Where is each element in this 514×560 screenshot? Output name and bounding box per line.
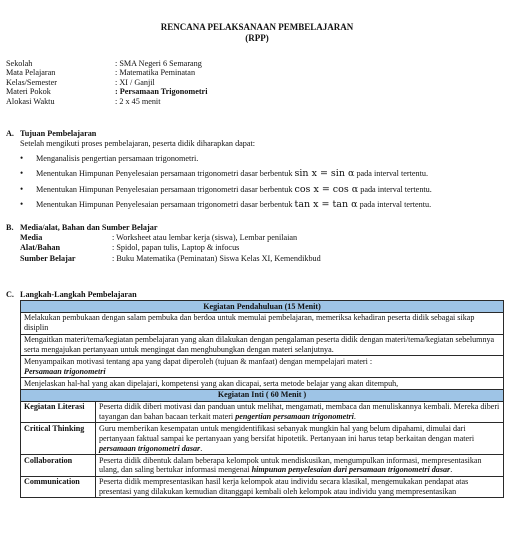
info-row bbox=[6, 59, 207, 68]
equation: cos x = cos α bbox=[294, 184, 359, 195]
step-text: Menjelaskan hal-hal yang akan dipelajari, kompetensi yang akan dicapai, serta metode belajar yang akan ditempuh, bbox=[24, 378, 399, 388]
step-text: Mengaitkan materi/tema/kegiatan pembelajaran yang akan dilakukan dengan pengalaman peserta didik dengan materi/tema/kegiatan sebelumnya serta mengajukan pertanyaan untuk mengingat dan menghubungkan dengan materi selanjutnya. bbox=[24, 335, 495, 354]
table-row bbox=[21, 476, 504, 498]
objective-item bbox=[20, 184, 432, 196]
phase-text: Guru memberikan kesempatan untuk mengidentifikasi sebanyak mungkin hal yang belum dipahami, dimulai dari pertanyaan faktual sampai ke pertanyaan yang bersifat hipotetik. Pertanyaan ini harus tetap berkaitan dengan materi bbox=[99, 423, 475, 443]
objective-tail: pada interval tertentu. bbox=[359, 200, 432, 209]
step-text: Melakukan pembukaan dengan salam pembuka dan berdoa untuk memulai pembelajaran, memeriksa kehadiran peserta didik sebagai sikap disiplin bbox=[24, 313, 475, 333]
media-value: : Buku Matematika (Peminatan) Siswa Kelas XI, Kemendikbud bbox=[112, 253, 321, 263]
intro-step bbox=[21, 378, 504, 390]
section-c-heading bbox=[6, 290, 137, 300]
section-title: Langkah-Langkah Pembelajaran bbox=[20, 290, 137, 299]
table-row bbox=[21, 312, 504, 334]
intro-header: Kegiatan Pendahuluan (15 Menit) bbox=[21, 301, 504, 313]
section-title: Media/alat, Bahan dan Sumber Belajar bbox=[20, 223, 158, 232]
objective-text: Menganalisis pengertian persamaan trigonometri. bbox=[36, 154, 199, 163]
phase-tail: . bbox=[200, 443, 203, 453]
bullet-icon: • bbox=[20, 184, 24, 194]
phase-label: Collaboration bbox=[21, 455, 96, 477]
section-number: C. bbox=[6, 290, 14, 299]
info-value: : XI / Ganjil bbox=[115, 77, 155, 87]
info-value: : SMA Negeri 6 Semarang bbox=[115, 59, 202, 68]
info-label: Mata Pelajaran bbox=[6, 68, 56, 78]
section-a-heading bbox=[6, 129, 96, 139]
objective-text: Menentukan Himpunan Penyelesaian persamaan trigonometri dasar berbentuk bbox=[36, 169, 293, 178]
objectives-intro: Setelah mengikuti proses pembelajaran, peserta didik diharapkan dapat: bbox=[20, 139, 256, 148]
media-value: : Worksheet atau lembar kerja (siswa), Lembar penilaian bbox=[112, 233, 298, 242]
table-row bbox=[21, 401, 504, 423]
table-row bbox=[21, 423, 504, 455]
equation: sin x = sin α bbox=[294, 168, 355, 179]
table-row bbox=[21, 356, 504, 378]
phase-text: Peserta didik dibentuk dalam beberapa kelompok untuk mendiskusikan, mengumpulkan informasi, mempresentasikan ulang, dan saling bertukar informasi mengenai bbox=[99, 455, 482, 475]
intro-step bbox=[21, 334, 504, 356]
table-row bbox=[21, 378, 504, 390]
section-b-heading bbox=[6, 223, 157, 233]
info-label: Materi Pokok bbox=[6, 87, 51, 97]
info-label: Kelas/Semester bbox=[6, 77, 57, 87]
objective-text: Menentukan Himpunan Penyelesaian persamaan trigonometri dasar berbentuk bbox=[36, 185, 293, 194]
section-number: B. bbox=[6, 223, 14, 232]
phase-label: Critical Thinking bbox=[21, 423, 96, 455]
learning-steps-table bbox=[20, 300, 504, 498]
objective-tail: pada interval tertentu. bbox=[356, 169, 429, 178]
media-list bbox=[20, 233, 321, 264]
section-title: Tujuan Pembelajaran bbox=[20, 129, 97, 138]
equation: tan x = tan α bbox=[294, 199, 358, 210]
info-row bbox=[6, 78, 207, 87]
identity-table bbox=[6, 59, 207, 106]
media-label: Alat/Bahan bbox=[20, 243, 61, 253]
bullet-icon: • bbox=[20, 199, 24, 209]
step-text: Menyampaikan motivasi tentang apa yang dapat diperoleh (tujuan & manfaat) dengan mempelajari materi : bbox=[24, 356, 373, 366]
phase-description bbox=[96, 423, 504, 455]
section-number: A. bbox=[6, 129, 14, 138]
intro-step bbox=[21, 312, 504, 334]
phase-label: Kegiatan Literasi bbox=[21, 401, 96, 423]
table-row bbox=[21, 334, 504, 356]
phase-text: Peserta didik mempresentasikan hasil kerja kelompok atau individu secara klasikal, mengemukakan pendapat atas presentasi yang dilakukan kemudian ditanggapi kembali oleh kelompok atau individu yang mempresentasikan bbox=[99, 477, 469, 497]
phase-label: Communication bbox=[21, 476, 96, 498]
phase-description bbox=[96, 401, 504, 423]
media-row bbox=[20, 254, 321, 264]
bullet-icon: • bbox=[20, 168, 24, 178]
document-title: RENCANA PELAKSANAAN PEMBELAJARAN bbox=[160, 22, 354, 32]
objective-item bbox=[20, 153, 198, 164]
media-label: Sumber Belajar bbox=[20, 253, 76, 263]
phase-text: Peserta didik diberi motivasi dan panduan untuk melihat, mengamati, membaca dan menuliskannya kembali. Mereka diberi tayangan dan bahan bacaan terkait materi bbox=[99, 402, 500, 422]
table-row bbox=[21, 455, 504, 477]
info-value: : Matematika Peminatan bbox=[115, 68, 196, 78]
phase-emphasis: persamaan trigonometri dasar bbox=[99, 443, 201, 453]
core-header-row bbox=[21, 389, 504, 401]
phase-emphasis: pengertian persamaan trigonometri bbox=[235, 412, 354, 422]
objective-tail: pada interval tertentu. bbox=[360, 185, 432, 194]
document-subtitle: (RPP) bbox=[245, 33, 269, 43]
info-row bbox=[6, 97, 207, 106]
media-value: : Spidol, papan tulis, Laptop & infocus bbox=[112, 243, 240, 253]
info-row bbox=[6, 87, 207, 96]
objective-item bbox=[20, 199, 431, 211]
intro-header-row bbox=[21, 301, 504, 313]
info-value: : 2 x 45 menit bbox=[115, 96, 161, 106]
phase-description bbox=[96, 455, 504, 477]
step-emphasis: Persamaan trigonometri bbox=[24, 366, 106, 376]
info-row bbox=[6, 68, 207, 77]
info-label: Sekolah bbox=[6, 59, 33, 68]
phase-emphasis: himpunan penyelesaian dari persamaan trigonometri dasar bbox=[251, 465, 451, 475]
info-label: Alokasi Waktu bbox=[6, 96, 55, 106]
media-row bbox=[20, 233, 321, 243]
phase-tail: . bbox=[450, 465, 453, 475]
objective-text: Menentukan Himpunan Penyelesaian persamaan trigonometri dasar berbentuk bbox=[36, 200, 293, 209]
intro-step bbox=[21, 356, 504, 378]
phase-description bbox=[96, 476, 504, 498]
bullet-icon: • bbox=[20, 153, 24, 163]
info-value: : Persamaan Trigonometri bbox=[115, 87, 208, 97]
media-row bbox=[20, 243, 321, 253]
media-label: Media bbox=[20, 233, 43, 242]
phase-tail: . bbox=[353, 412, 356, 422]
core-header: Kegiatan Inti ( 60 Menit ) bbox=[21, 389, 504, 401]
objective-item bbox=[20, 168, 428, 180]
